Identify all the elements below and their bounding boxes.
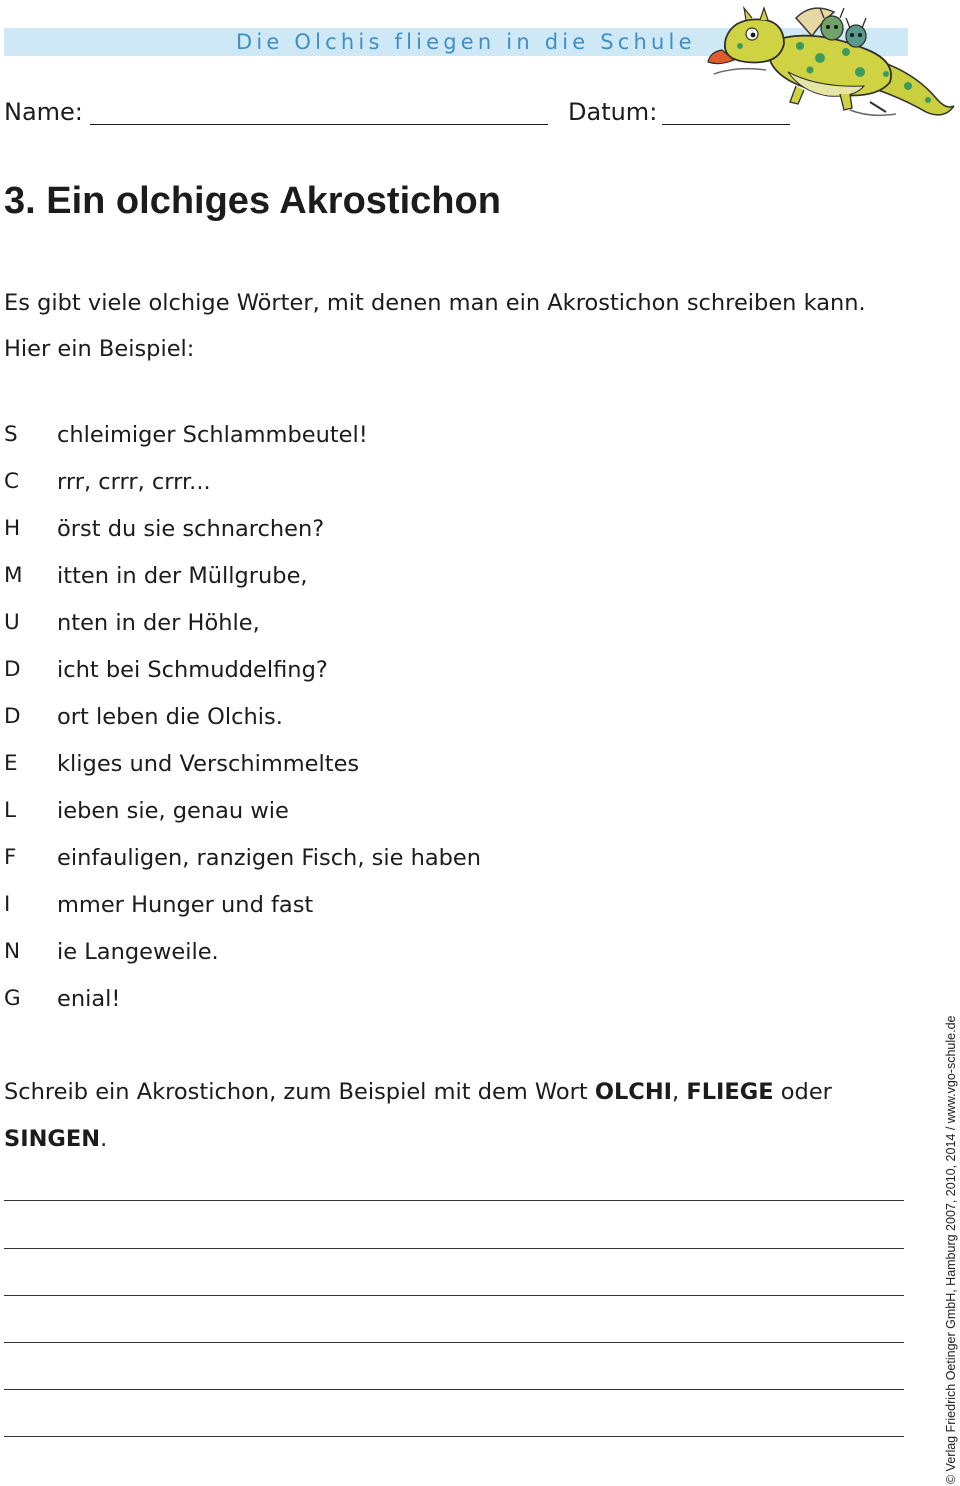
acrostic-letter: H <box>4 516 21 541</box>
acrostic-letter: U <box>4 610 20 635</box>
date-field[interactable] <box>662 124 790 125</box>
acrostic-letter: I <box>4 892 11 917</box>
acrostic-letter: M <box>4 563 23 588</box>
name-field[interactable] <box>90 124 548 125</box>
acrostic-text: ie Langeweile. <box>57 939 219 965</box>
writing-line[interactable] <box>4 1248 904 1249</box>
task-end: . <box>100 1126 108 1152</box>
worksheet-series-title: Die Olchis fliegen in die Schule <box>236 30 696 54</box>
acrostic-text: chleimiger Schlammbeutel! <box>57 422 368 448</box>
acrostic-letter: D <box>4 704 21 729</box>
task-text: Schreib ein Akrostichon, zum Beispiel mit dem Wort <box>4 1079 595 1105</box>
task-text: oder <box>773 1079 832 1105</box>
task-word-olchi: OLCHI <box>594 1079 673 1105</box>
acrostic-letter: F <box>4 845 17 870</box>
acrostic-text: ort leben die Olchis. <box>57 704 283 730</box>
acrostic-letter: C <box>4 469 20 494</box>
acrostic-letter: L <box>4 798 16 823</box>
writing-line[interactable] <box>4 1389 904 1390</box>
intro-line: Es gibt viele olchige Wörter, mit denen man ein Akrostichon schreiben kann. <box>4 290 866 316</box>
intro-line: Hier ein Beispiel: <box>4 336 195 362</box>
name-label: Name: <box>4 98 83 126</box>
acrostic-text: nten in der Höhle, <box>57 610 260 636</box>
task-instruction <box>4 1069 904 1163</box>
acrostic-text: ieben sie, genau wie <box>57 798 289 824</box>
acrostic-letter: S <box>4 422 18 447</box>
acrostic-text: örst du sie schnarchen? <box>57 516 325 542</box>
flying-dragon-with-olchis-illustration <box>700 2 958 130</box>
acrostic-text: einfauligen, ranzigen Fisch, sie haben <box>57 845 482 871</box>
acrostic-letter: D <box>4 657 21 682</box>
acrostic-text: rrr, crrr, crrr... <box>57 469 211 495</box>
acrostic-text: itten in der Müllgrube, <box>57 563 308 589</box>
acrostic-text: icht bei Schmuddelfing? <box>57 657 328 683</box>
acrostic-letter: E <box>4 751 18 776</box>
intro-text <box>4 280 866 372</box>
date-label: Datum: <box>568 98 658 126</box>
writing-line[interactable] <box>4 1436 904 1437</box>
writing-line[interactable] <box>4 1342 904 1343</box>
task-word-fliege: FLIEGE <box>686 1079 774 1105</box>
writing-line[interactable] <box>4 1200 904 1201</box>
acrostic-text: kliges und Verschimmeltes <box>57 751 360 777</box>
acrostic-letter: N <box>4 939 21 964</box>
page-title: 3. Ein olchiges Akrostichon <box>4 180 501 222</box>
writing-line[interactable] <box>4 1295 904 1296</box>
copyright-notice: © Verlag Friedrich Oetinger GmbH, Hamburg 2007, 2010, 2014 / www.vgo-schule.de <box>944 1015 958 1484</box>
task-separator: , <box>672 1079 687 1105</box>
acrostic-text: mmer Hunger und fast <box>57 892 314 918</box>
task-word-singen: SINGEN <box>4 1126 101 1152</box>
acrostic-text: enial! <box>57 986 121 1012</box>
acrostic-letter: G <box>4 986 21 1011</box>
